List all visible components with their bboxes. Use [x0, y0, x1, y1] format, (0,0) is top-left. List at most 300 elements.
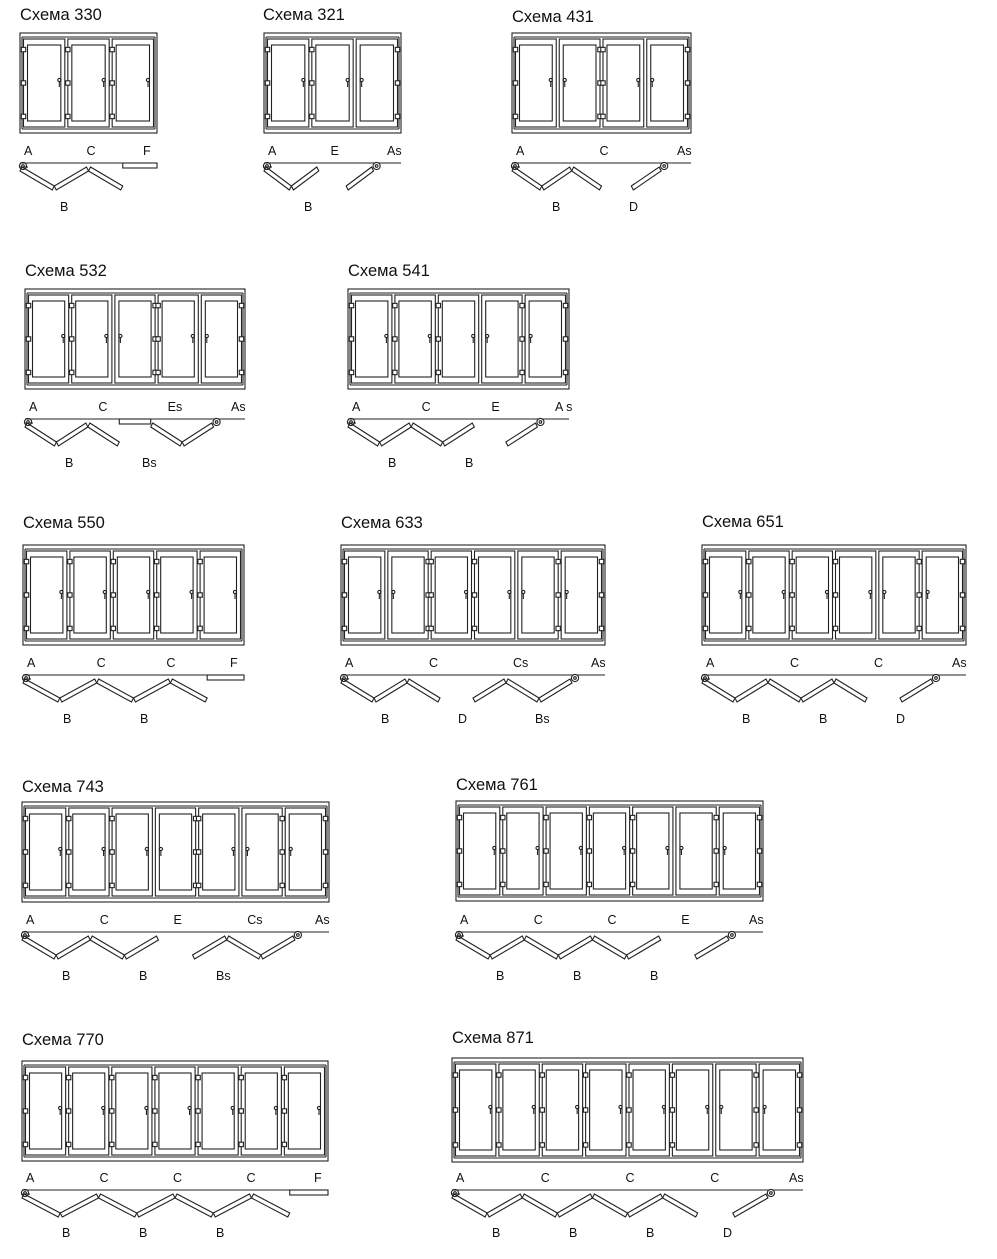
handle-icon	[59, 1106, 62, 1109]
panel-leaf	[54, 167, 88, 190]
hinge-icon	[239, 1075, 243, 1079]
scheme-11	[21, 1061, 328, 1217]
fold-bottom-label: B	[304, 200, 313, 214]
hinge-icon	[513, 47, 517, 51]
hinge-icon	[501, 815, 505, 819]
pivot-icon	[213, 418, 220, 425]
fold-top-label: A	[460, 913, 469, 927]
scheme-8	[701, 545, 966, 702]
fold-bottom-label: D	[896, 712, 906, 726]
door-frame	[25, 289, 245, 389]
fold-top-label: A	[345, 656, 354, 670]
door-frame	[20, 33, 157, 133]
scheme-2	[263, 33, 401, 190]
handle-icon	[385, 334, 388, 337]
hinge-icon	[513, 114, 517, 118]
hinge-icon	[111, 593, 115, 597]
panel-leaf	[25, 423, 56, 446]
door-panel	[196, 808, 238, 896]
handle-icon	[623, 846, 626, 849]
handle-icon	[532, 1105, 535, 1108]
handle-icon	[360, 78, 363, 81]
hinge-icon	[342, 593, 346, 597]
handle-icon	[147, 590, 150, 593]
door-panel	[583, 1064, 626, 1156]
hinge-icon	[198, 559, 202, 563]
hinge-icon	[703, 559, 707, 563]
door-panel	[747, 551, 790, 639]
hinge-icon	[196, 1142, 200, 1146]
hinge-icon	[436, 370, 440, 374]
fold-top-label: Cs	[513, 656, 529, 670]
door-panel	[790, 551, 833, 639]
hinge-icon	[110, 1142, 114, 1146]
panel-leaf	[735, 679, 768, 702]
panel-leaf	[182, 423, 213, 446]
hinge-icon	[349, 303, 353, 307]
pivot-icon	[767, 1189, 774, 1196]
fold-top-label: C	[710, 1171, 720, 1185]
fold-top-label: A	[268, 144, 277, 158]
hinge-icon	[917, 626, 921, 630]
scheme-6	[22, 545, 244, 702]
handle-icon	[119, 334, 122, 337]
hinge-icon	[156, 337, 160, 341]
hinge-icon	[21, 47, 25, 51]
hinge-icon	[66, 1075, 70, 1079]
hinge-icon	[833, 559, 837, 563]
hinge-icon	[66, 1109, 70, 1113]
door-panel	[310, 39, 354, 127]
panel-leaf	[346, 167, 373, 190]
fold-bottom-label: D	[629, 200, 639, 214]
hinge-icon	[797, 1143, 801, 1147]
hinge-icon	[153, 1109, 157, 1113]
fold-bottom-label: B	[573, 969, 582, 983]
handle-icon	[302, 78, 305, 81]
door-panel	[879, 551, 922, 639]
hinge-icon	[714, 882, 718, 886]
hinge-icon	[544, 815, 548, 819]
door-panel	[242, 808, 284, 896]
hinge-icon	[714, 815, 718, 819]
handle-icon	[159, 847, 162, 850]
hinge-icon	[556, 593, 560, 597]
handle-icon	[565, 590, 568, 593]
handle-icon	[103, 590, 106, 593]
panel-leaf	[663, 1194, 698, 1217]
panel-leaf	[22, 936, 56, 959]
hinge-icon	[280, 883, 284, 887]
hinge-icon	[395, 81, 399, 85]
hinge-icon	[587, 815, 591, 819]
fold-bottom-label: B	[139, 1226, 148, 1240]
panel-leaf	[733, 1194, 768, 1217]
scheme-10	[455, 801, 763, 959]
door-panel	[196, 1067, 238, 1155]
handle-icon	[246, 847, 249, 850]
hinge-icon	[349, 370, 353, 374]
door-frame	[456, 801, 763, 901]
scheme-1	[19, 33, 157, 190]
door-panel	[676, 807, 718, 895]
panel-leaf	[252, 1194, 290, 1217]
hinge-icon	[599, 593, 603, 597]
door-frame	[23, 545, 244, 645]
hinge-icon	[196, 883, 200, 887]
hinge-icon	[265, 114, 269, 118]
fold-top-label: A s	[555, 400, 573, 414]
panel-leaf	[473, 679, 506, 702]
pivot-icon	[661, 162, 668, 169]
hinge-icon	[960, 626, 964, 630]
scheme-4	[24, 289, 245, 446]
handle-icon	[619, 1105, 622, 1108]
hinge-icon	[310, 114, 314, 118]
handle-icon	[536, 846, 539, 849]
door-panel	[110, 808, 152, 896]
hinge-icon	[540, 1108, 544, 1112]
hinge-icon	[757, 882, 761, 886]
hinge-icon	[703, 626, 707, 630]
hinge-icon	[472, 593, 476, 597]
door-panel	[833, 551, 876, 639]
hinge-icon	[917, 593, 921, 597]
door-panel	[716, 1064, 759, 1156]
fold-top-label: A	[706, 656, 715, 670]
panel-leaf	[524, 936, 558, 959]
hinge-icon	[393, 303, 397, 307]
hinge-icon	[714, 849, 718, 853]
fold-bottom-label: B	[552, 200, 561, 214]
hinge-icon	[601, 114, 605, 118]
pivot-icon	[294, 931, 301, 938]
hinge-icon	[280, 816, 284, 820]
hinge-icon	[280, 850, 284, 854]
scheme-7	[340, 545, 605, 702]
scheme-5	[347, 289, 569, 446]
panel-leaf	[97, 679, 134, 702]
hinge-icon	[685, 114, 689, 118]
door-frame	[22, 802, 329, 902]
hinge-icon	[23, 816, 27, 820]
handle-icon	[464, 590, 467, 593]
door-panel	[24, 551, 67, 639]
scheme-9	[21, 802, 329, 959]
hinge-icon	[436, 337, 440, 341]
fold-top-label: A	[516, 144, 525, 158]
hinge-icon	[153, 1142, 157, 1146]
handle-icon	[58, 78, 61, 81]
hinge-icon	[110, 1075, 114, 1079]
fold-top-label: Cs	[247, 913, 263, 927]
hinge-icon	[70, 303, 74, 307]
panel-leaf	[702, 679, 735, 702]
hinge-icon	[395, 114, 399, 118]
hinge-icon	[497, 1073, 501, 1077]
handle-icon	[883, 590, 886, 593]
scheme-title: Схема 633	[341, 514, 423, 532]
fold-bottom-label: B	[62, 1226, 71, 1240]
hinge-icon	[24, 626, 28, 630]
handle-icon	[486, 334, 489, 337]
hinge-icon	[239, 1142, 243, 1146]
door-panel	[627, 1064, 670, 1156]
door-panel	[356, 39, 400, 127]
hinge-icon	[501, 849, 505, 853]
fold-bottom-label: D	[458, 712, 468, 726]
hinge-icon	[429, 626, 433, 630]
door-panel	[453, 1064, 496, 1156]
fold-top-label: A	[26, 913, 35, 927]
fold-top-label: As	[591, 656, 606, 670]
door-frame	[264, 33, 401, 133]
door-panel	[115, 295, 157, 383]
handle-icon	[378, 590, 381, 593]
folding-plan	[263, 162, 401, 190]
door-panel	[518, 551, 561, 639]
door-panel	[342, 551, 385, 639]
folding-plan	[701, 674, 966, 702]
hinge-icon	[196, 816, 200, 820]
panel-leaf	[628, 1194, 663, 1217]
hinge-icon	[563, 303, 567, 307]
fold-bottom-label: B	[496, 969, 505, 983]
hinge-icon	[393, 370, 397, 374]
panel-leaf	[56, 423, 87, 446]
hinge-icon	[747, 626, 751, 630]
door-panel	[110, 1067, 152, 1155]
hinge-icon	[453, 1073, 457, 1077]
hinge-icon	[196, 850, 200, 854]
panel-leaf	[407, 679, 440, 702]
hinge-icon	[670, 1073, 674, 1077]
handle-icon	[662, 1105, 665, 1108]
fold-top-label: As	[749, 913, 764, 927]
rail	[207, 675, 244, 680]
door-panel	[265, 39, 309, 127]
hinge-icon	[155, 626, 159, 630]
hinge-icon	[630, 882, 634, 886]
hinge-icon	[198, 593, 202, 597]
hinge-icon	[111, 559, 115, 563]
panel-leaf	[124, 936, 158, 959]
fold-top-label: As	[231, 400, 246, 414]
hinge-icon	[601, 47, 605, 51]
door-panel	[285, 808, 327, 896]
panel-leaf	[99, 1194, 137, 1217]
panel-leaf	[443, 423, 475, 446]
panel-leaf	[411, 423, 443, 446]
handle-icon	[428, 334, 431, 337]
hinge-icon	[265, 47, 269, 51]
hinge-icon	[583, 1108, 587, 1112]
fold-bottom-label: B	[819, 712, 828, 726]
fold-top-label: As	[952, 656, 967, 670]
fold-top-label: E	[173, 913, 182, 927]
fold-bottom-label: B	[381, 712, 390, 726]
hinge-icon	[747, 593, 751, 597]
handle-icon	[522, 590, 525, 593]
door-frame	[512, 33, 691, 133]
scheme-title: Схема 330	[20, 6, 102, 24]
hinge-icon	[436, 303, 440, 307]
hinge-icon	[790, 626, 794, 630]
folding-plan	[19, 162, 157, 190]
hinge-icon	[520, 303, 524, 307]
handle-icon	[579, 846, 582, 849]
fold-top-label: A	[352, 400, 361, 414]
fold-top-label: A	[456, 1171, 465, 1185]
hinge-icon	[520, 337, 524, 341]
hinge-icon	[153, 1075, 157, 1079]
hinge-icon	[497, 1143, 501, 1147]
hinge-icon	[540, 1143, 544, 1147]
handle-icon	[102, 847, 105, 850]
hinge-icon	[457, 849, 461, 853]
hinge-icon	[453, 1143, 457, 1147]
hinge-icon	[21, 81, 25, 85]
fold-bottom-label: B	[216, 1226, 225, 1240]
folding-plan	[451, 1189, 803, 1217]
door-panel	[155, 808, 197, 896]
handle-icon	[102, 1106, 105, 1109]
hinge-icon	[685, 81, 689, 85]
fold-top-label: C	[98, 400, 108, 414]
folding-plan	[24, 418, 245, 446]
panel-leaf	[834, 679, 867, 702]
door-panel	[349, 295, 392, 383]
handle-icon	[782, 590, 785, 593]
hinge-icon	[757, 815, 761, 819]
fold-top-label: C	[99, 913, 109, 927]
pivot-icon	[373, 162, 380, 169]
door-panel	[513, 39, 556, 127]
door-panel	[457, 807, 499, 895]
fold-top-label: As	[789, 1171, 804, 1185]
panel-leaf	[170, 679, 207, 702]
hinge-icon	[23, 850, 27, 854]
hinge-icon	[556, 626, 560, 630]
handle-icon	[472, 334, 475, 337]
handle-icon	[493, 846, 496, 849]
hinge-icon	[544, 849, 548, 853]
hinge-icon	[472, 626, 476, 630]
panel-leaf	[56, 936, 90, 959]
door-panel	[66, 1067, 108, 1155]
hinge-icon	[429, 559, 433, 563]
door-panel	[561, 551, 604, 639]
fold-top-label: C	[540, 1171, 550, 1185]
door-panel	[239, 1067, 281, 1155]
door-panel	[544, 807, 586, 895]
door-panel	[201, 295, 243, 383]
hinge-icon	[457, 815, 461, 819]
door-panel	[66, 39, 110, 127]
panel-leaf	[627, 936, 661, 959]
hinge-icon	[67, 850, 71, 854]
hinge-icon	[599, 559, 603, 563]
hinge-icon	[703, 593, 707, 597]
hinge-icon	[23, 1109, 27, 1113]
hinge-icon	[833, 593, 837, 597]
hinge-icon	[797, 1073, 801, 1077]
handle-icon	[637, 78, 640, 81]
folding-plan	[21, 931, 329, 959]
handle-icon	[508, 590, 511, 593]
hinge-icon	[310, 81, 314, 85]
fold-top-label: C	[246, 1171, 256, 1185]
hinge-icon	[155, 593, 159, 597]
fold-top-label: A	[29, 400, 38, 414]
door-panel	[540, 1064, 583, 1156]
fold-top-label: E	[330, 144, 339, 158]
panel-leaf	[175, 1194, 213, 1217]
fold-bottom-label: D	[723, 1226, 733, 1240]
folding-plan	[347, 418, 569, 446]
pivot-icon	[571, 674, 578, 681]
door-panel	[282, 1067, 324, 1155]
hinge-icon	[110, 81, 114, 85]
door-panel	[759, 1064, 802, 1156]
hinge-icon	[111, 626, 115, 630]
panel-leaf	[801, 679, 834, 702]
panel-leaf	[487, 1194, 522, 1217]
panel-leaf	[23, 679, 60, 702]
panel-leaf	[506, 423, 538, 446]
door-panel	[630, 807, 672, 895]
hinge-icon	[68, 559, 72, 563]
handle-icon	[233, 590, 236, 593]
handle-icon	[191, 334, 194, 337]
handle-icon	[346, 78, 349, 81]
hinge-icon	[282, 1075, 286, 1079]
hinge-icon	[544, 882, 548, 886]
pivot-icon	[728, 931, 735, 938]
door-frame	[348, 289, 569, 389]
panel-leaf	[20, 167, 54, 190]
fold-top-label: E	[681, 913, 690, 927]
panel-leaf	[900, 679, 933, 702]
scheme-title: Схема 651	[702, 513, 784, 531]
handle-icon	[763, 1105, 766, 1108]
scheme-title: Схема 770	[22, 1031, 104, 1049]
door-frame	[22, 1061, 328, 1161]
handle-icon	[188, 1106, 191, 1109]
panel-leaf	[264, 167, 291, 190]
hinge-icon	[457, 882, 461, 886]
fold-top-label: C	[599, 144, 609, 158]
folding-plan	[340, 674, 605, 702]
pivot-icon	[537, 418, 544, 425]
hinge-icon	[239, 303, 243, 307]
hinge-icon	[685, 47, 689, 51]
fold-top-label: C	[173, 1171, 183, 1185]
fold-top-label: C	[99, 1171, 109, 1185]
door-frame	[341, 545, 605, 645]
handle-icon	[62, 334, 65, 337]
panel-leaf	[558, 936, 592, 959]
door-panel	[429, 551, 472, 639]
hinge-icon	[556, 559, 560, 563]
hinge-icon	[627, 1108, 631, 1112]
door-panel	[153, 1067, 195, 1155]
panel-leaf	[592, 936, 626, 959]
panel-leaf	[60, 1194, 98, 1217]
hinge-icon	[24, 593, 28, 597]
hinge-icon	[196, 1075, 200, 1079]
hinge-icon	[67, 883, 71, 887]
